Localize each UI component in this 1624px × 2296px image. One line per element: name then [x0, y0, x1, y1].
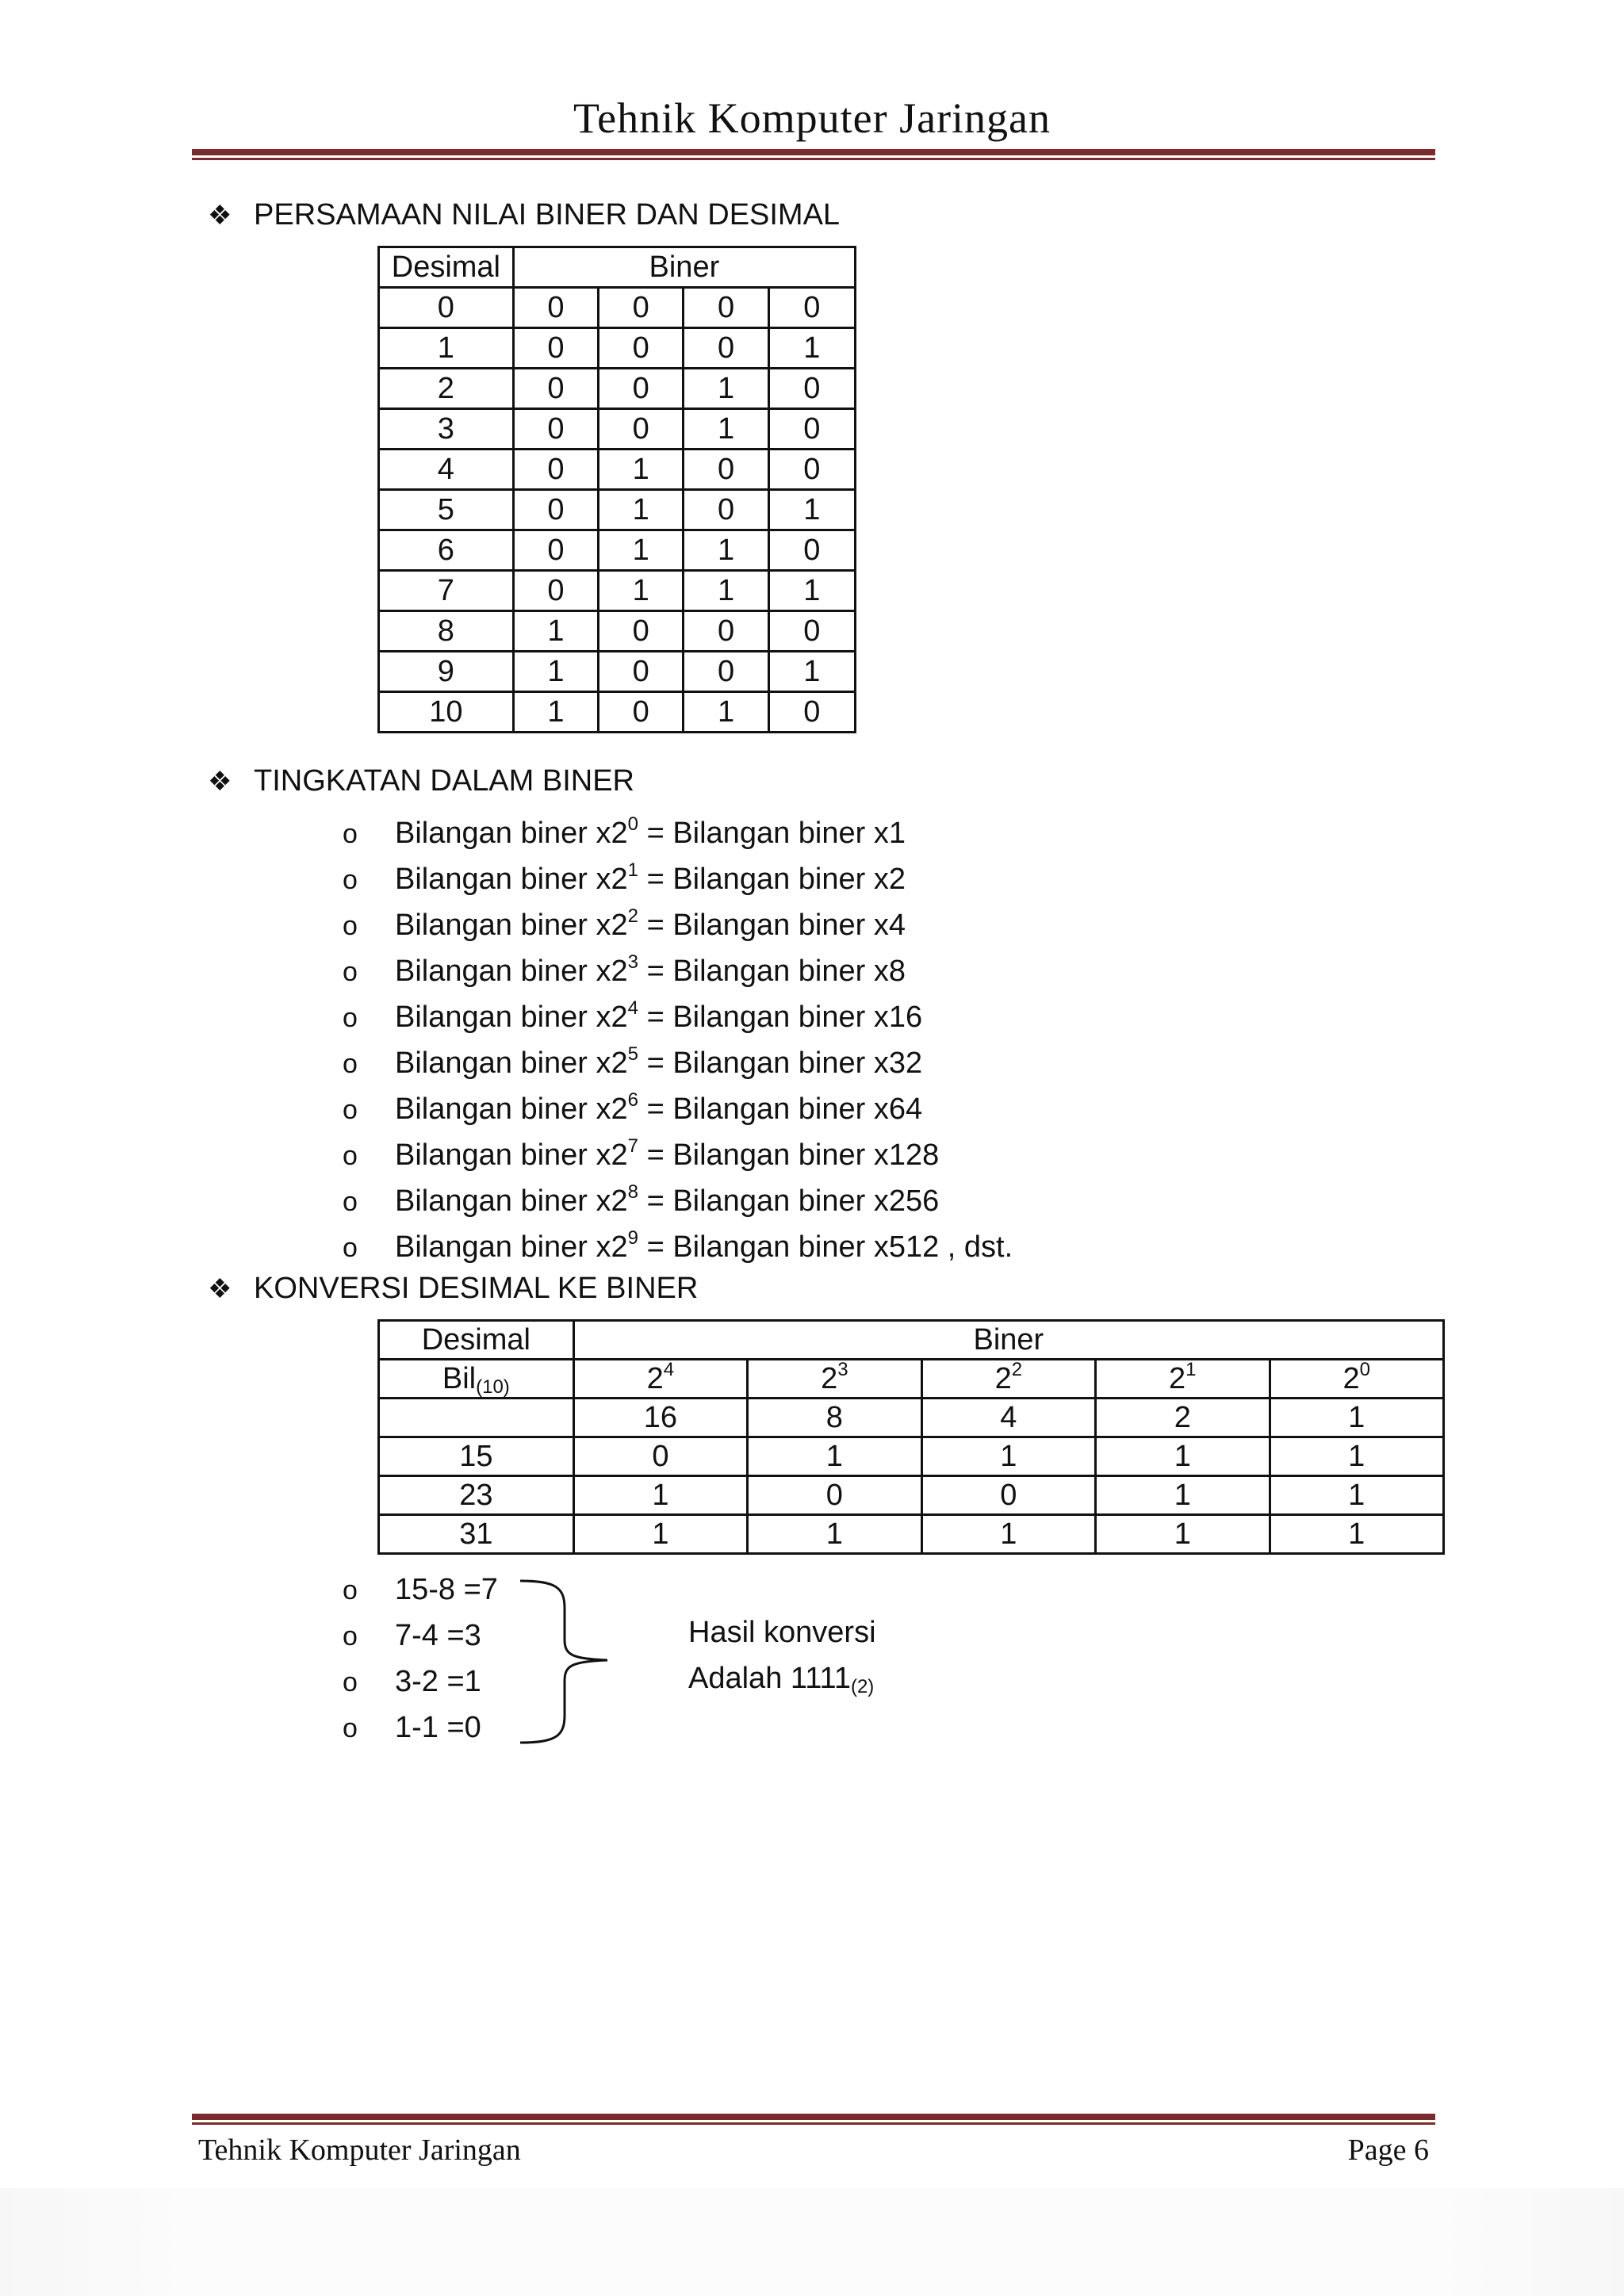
table-cell: 0	[513, 409, 598, 450]
table-row	[379, 288, 856, 328]
list-item	[343, 810, 1013, 856]
table-cell: 1	[684, 692, 768, 733]
list-item-text: Bilangan biner x2	[395, 955, 628, 988]
table-cell: 0	[768, 288, 855, 328]
exponent: 9	[627, 1227, 639, 1249]
table-cell: 0	[599, 328, 684, 369]
list-item-text: = Bilangan biner x64	[638, 1093, 923, 1126]
exponent: 4	[627, 997, 639, 1019]
exponent: 5	[627, 1043, 639, 1065]
table-cell	[1096, 1360, 1270, 1399]
table-cell: 0	[768, 369, 855, 409]
page-header-title: Tehnik Komputer Jaringan	[573, 94, 1051, 142]
table-cell: 1	[748, 1437, 921, 1476]
list-item-text: 3-2 =1	[395, 1665, 481, 1698]
list-item-text: Bilangan biner x2	[395, 1184, 628, 1218]
table-cell	[573, 1360, 747, 1399]
table-cell: 0	[599, 288, 684, 328]
table-cell: 1	[921, 1437, 1095, 1476]
table-cell: 0	[684, 611, 768, 652]
table-cell: 15	[379, 1437, 574, 1476]
result-line: Hasil konversi	[688, 1616, 876, 1649]
table-cell	[748, 1360, 921, 1399]
table-cell: 0	[684, 490, 768, 530]
table-cell: 1	[684, 571, 768, 611]
power-base: 2	[1169, 1361, 1186, 1395]
table-cell: 1	[599, 490, 684, 530]
page-number: Page 6	[1347, 2133, 1429, 2167]
circle-bullet-icon: o	[343, 1575, 358, 1605]
table-cell: 2	[379, 369, 514, 409]
section-title-text: PERSAMAAN NILAI BINER DAN DESIMAL	[254, 198, 841, 232]
table-cell: 8	[748, 1399, 921, 1437]
table-cell: 1	[513, 611, 598, 652]
circle-bullet-icon: o	[343, 1713, 358, 1743]
table-cell: 1	[768, 652, 855, 692]
table-cell: 1	[684, 369, 768, 409]
power-base: 2	[994, 1361, 1012, 1395]
table-cell: 7	[379, 571, 514, 611]
exponent: 2	[1011, 1358, 1023, 1380]
list-item	[343, 994, 1013, 1040]
header-rule	[192, 149, 1435, 160]
table-row	[379, 692, 856, 733]
list-item	[343, 1659, 498, 1705]
table-cell: 0	[599, 692, 684, 733]
table-cell: 1	[684, 530, 768, 571]
exponent: 0	[627, 813, 639, 835]
footer-title: Tehnik Komputer Jaringan	[198, 2133, 521, 2167]
list-item-text: = Bilangan biner x128	[638, 1138, 940, 1172]
exponent: 3	[837, 1358, 848, 1380]
table-cell: 0	[513, 530, 598, 571]
table-cell: 5	[379, 490, 514, 530]
table-cell: 0	[684, 450, 768, 490]
table-cell: 1	[768, 571, 855, 611]
table-cell: 10	[379, 692, 514, 733]
page-bottom-strip	[0, 2188, 1624, 2296]
result-line	[688, 1655, 876, 1701]
list-item	[343, 1132, 1013, 1178]
diamond-bullet-icon: ❖	[208, 201, 232, 231]
table-cell: 0	[684, 328, 768, 369]
table-row	[379, 571, 856, 611]
table-cell: 2	[1096, 1399, 1270, 1437]
tingkatan-list	[343, 810, 1013, 1270]
exponent: 8	[627, 1181, 639, 1203]
table-cell: 1	[599, 530, 684, 571]
table-cell: 0	[513, 288, 598, 328]
table-header-cell: Desimal	[379, 1321, 574, 1360]
table-cell: 1	[599, 450, 684, 490]
table-row	[379, 1476, 1444, 1515]
table-cell: 0	[599, 652, 684, 692]
table-cell: 4	[379, 450, 514, 490]
table-cell: 1	[1096, 1515, 1270, 1554]
list-item	[343, 1567, 498, 1613]
right-brace-icon	[515, 1576, 619, 1747]
table-cell: 1	[513, 652, 598, 692]
table-cell: 9	[379, 652, 514, 692]
table-cell: 0	[379, 288, 514, 328]
table-cell: 0	[513, 450, 598, 490]
table-row	[379, 409, 856, 450]
table-cell: 0	[513, 328, 598, 369]
diamond-bullet-icon: ❖	[208, 767, 232, 797]
list-item-text: = Bilangan biner x256	[638, 1184, 940, 1218]
bil-label: Bil	[442, 1361, 477, 1395]
circle-bullet-icon: o	[343, 1233, 358, 1263]
list-item-text: Bilangan biner x2	[395, 863, 628, 896]
table-cell: 0	[768, 409, 855, 450]
table-cell: 1	[1270, 1515, 1444, 1554]
list-item	[343, 902, 1013, 948]
list-item-text: 1-1 =0	[395, 1711, 481, 1744]
table-cell: 0	[684, 652, 768, 692]
circle-bullet-icon: o	[343, 1667, 358, 1697]
list-item	[343, 948, 1013, 994]
table-cell: 1	[748, 1515, 921, 1554]
table-header-cell: Biner	[513, 247, 855, 288]
table-cell: 1	[573, 1476, 747, 1515]
table-cell: 0	[513, 490, 598, 530]
table-cell: 1	[1270, 1399, 1444, 1437]
table-cell: 16	[573, 1399, 747, 1437]
table-weight-row	[379, 1399, 1444, 1437]
circle-bullet-icon: o	[343, 957, 358, 987]
table-header-row	[379, 1321, 1444, 1360]
list-item-text: Bilangan biner x2	[395, 1230, 628, 1264]
list-item-text: = Bilangan biner x32	[638, 1047, 923, 1080]
table-row	[379, 611, 856, 652]
circle-bullet-icon: o	[343, 1621, 358, 1651]
exponent: 4	[663, 1358, 675, 1380]
exponent: 0	[1359, 1358, 1370, 1380]
circle-bullet-icon: o	[343, 819, 358, 849]
list-item	[343, 1705, 498, 1751]
table-cell: 1	[1270, 1476, 1444, 1515]
table-cell: 1	[768, 490, 855, 530]
list-item-text: = Bilangan biner x1	[638, 817, 906, 850]
table-cell: 1	[1096, 1476, 1270, 1515]
list-item-text: Bilangan biner x2	[395, 1047, 628, 1080]
section-title-persamaan	[208, 198, 840, 232]
table-cell: 1	[1096, 1437, 1270, 1476]
list-item	[343, 1178, 1013, 1224]
exponent: 3	[627, 951, 639, 973]
circle-bullet-icon: o	[343, 1095, 358, 1125]
diamond-bullet-icon: ❖	[208, 1274, 232, 1304]
table-header-cell: Biner	[573, 1321, 1443, 1360]
exponent: 6	[627, 1089, 639, 1111]
table-cell: 23	[379, 1476, 574, 1515]
table-cell: 1	[921, 1515, 1095, 1554]
section-title-text: KONVERSI DESIMAL KE BINER	[254, 1272, 699, 1305]
table-header-row	[379, 247, 856, 288]
list-item-text: = Bilangan biner x16	[638, 1001, 923, 1034]
table-cell: 4	[921, 1399, 1095, 1437]
section-title-konversi	[208, 1272, 698, 1306]
power-base: 2	[821, 1361, 838, 1395]
table-cell: 3	[379, 409, 514, 450]
table-row	[379, 328, 856, 369]
table-cell: 0	[768, 692, 855, 733]
list-item-text: 15-8 =7	[395, 1573, 498, 1606]
table-cell: 1	[573, 1515, 747, 1554]
list-item-text: Bilangan biner x2	[395, 1138, 628, 1172]
konversi-steps-list	[343, 1567, 498, 1751]
table-cell: 0	[599, 369, 684, 409]
conversion-result	[688, 1609, 876, 1701]
table-cell: 8	[379, 611, 514, 652]
exponent: 2	[627, 905, 639, 927]
persamaan-table	[377, 246, 856, 733]
table-cell	[921, 1360, 1095, 1399]
exponent: 1	[627, 859, 639, 881]
table-cell: 1	[599, 571, 684, 611]
exponent: 1	[1185, 1358, 1197, 1380]
list-item-text: Bilangan biner x2	[395, 1093, 628, 1126]
circle-bullet-icon: o	[343, 865, 358, 895]
table-cell: 0	[513, 369, 598, 409]
circle-bullet-icon: o	[343, 1141, 358, 1171]
footer-rule	[192, 2114, 1435, 2125]
table-cell: 0	[768, 611, 855, 652]
result-text: Adalah 1111	[688, 1662, 851, 1695]
table-header-cell: Desimal	[379, 247, 514, 288]
list-item-text: = Bilangan biner x2	[638, 863, 906, 896]
circle-bullet-icon: o	[343, 911, 358, 941]
table-row	[379, 369, 856, 409]
table-cell	[379, 1360, 574, 1399]
section-title-tingkatan	[208, 764, 634, 798]
list-item	[343, 1613, 498, 1659]
table-cell: 1	[768, 328, 855, 369]
table-row	[379, 490, 856, 530]
list-item-text: = Bilangan biner x512 , dst.	[638, 1230, 1013, 1264]
table-cell: 6	[379, 530, 514, 571]
list-item	[343, 1040, 1013, 1086]
table-row	[379, 652, 856, 692]
list-item-text: Bilangan biner x2	[395, 909, 628, 942]
list-item	[343, 1224, 1013, 1270]
table-cell: 0	[768, 450, 855, 490]
table-cell: 0	[599, 611, 684, 652]
table-cell: 0	[599, 409, 684, 450]
section-title-text: TINGKATAN DALAM BINER	[254, 764, 634, 798]
table-power-row	[379, 1360, 1444, 1399]
list-item-text: = Bilangan biner x8	[638, 955, 906, 988]
power-base: 2	[646, 1361, 664, 1395]
list-item-text: Bilangan biner x2	[395, 817, 628, 850]
table-cell: 31	[379, 1515, 574, 1554]
table-cell: 0	[768, 530, 855, 571]
circle-bullet-icon: o	[343, 1049, 358, 1079]
list-item	[343, 1086, 1013, 1132]
power-base: 2	[1342, 1361, 1360, 1395]
list-item-text: 7-4 =3	[395, 1619, 481, 1652]
table-row	[379, 450, 856, 490]
table-cell: 0	[573, 1437, 747, 1476]
table-row	[379, 530, 856, 571]
table-cell: 1	[379, 328, 514, 369]
subscript: (2)	[850, 1676, 875, 1697]
table-row	[379, 1515, 1444, 1554]
table-cell: 1	[684, 409, 768, 450]
konversi-table	[377, 1319, 1445, 1555]
list-item-text: Bilangan biner x2	[395, 1001, 628, 1034]
table-cell: 0	[684, 288, 768, 328]
exponent: 7	[627, 1135, 639, 1157]
table-cell: 0	[921, 1476, 1095, 1515]
table-cell: 1	[1270, 1437, 1444, 1476]
circle-bullet-icon: o	[343, 1003, 358, 1033]
table-cell: 1	[513, 692, 598, 733]
circle-bullet-icon: o	[343, 1187, 358, 1217]
table-cell	[1270, 1360, 1444, 1399]
list-item	[343, 856, 1013, 902]
list-item-text: = Bilangan biner x4	[638, 909, 906, 942]
subscript: (10)	[476, 1376, 510, 1398]
table-cell: 0	[513, 571, 598, 611]
table-cell	[379, 1399, 574, 1437]
table-cell: 0	[748, 1476, 921, 1515]
table-row	[379, 1437, 1444, 1476]
